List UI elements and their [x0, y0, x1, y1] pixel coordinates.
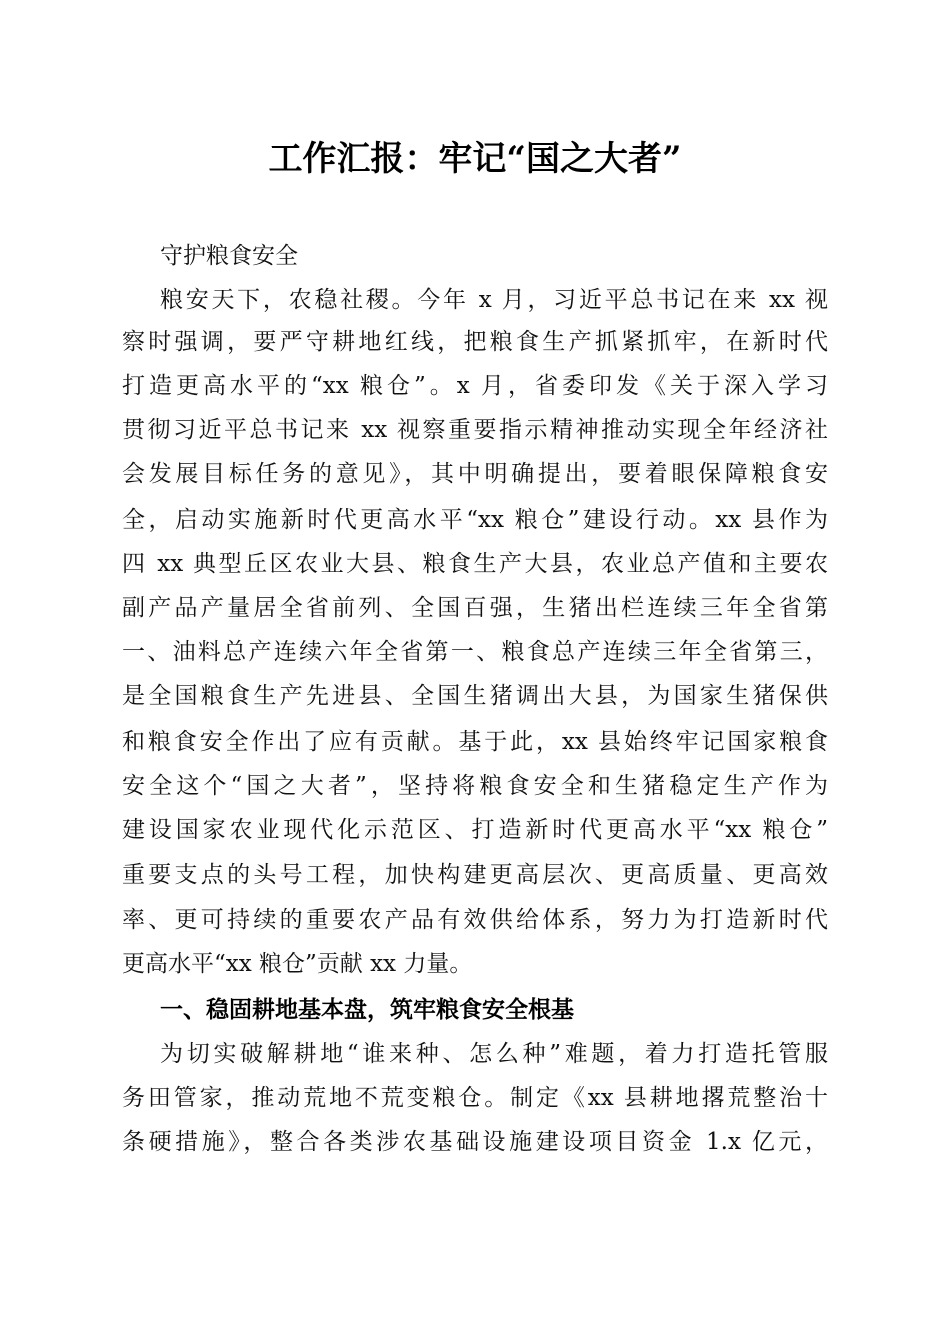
paragraph-line: 务田管家，推动荒地不荒变粮仓。制定《xx 县耕地撂荒整治十: [122, 1085, 828, 1111]
paragraph-line: 粮安天下，农稳社稷。今年 x 月，习近平总书记在来 xx 视: [160, 287, 828, 313]
paragraph-line: 更高水平“xx 粮仓”贡献 xx 力量。: [122, 951, 473, 977]
paragraph-line: 是全国粮食生产先进县、全国生猪调出大县，为国家生猪保供: [122, 683, 828, 709]
paragraph-line: 全，启动实施新时代更高水平“xx 粮仓”建设行动。xx 县作为: [122, 507, 828, 533]
paragraph-line: 安全这个“国之大者”，坚持将粮食安全和生猪稳定生产作为: [122, 773, 828, 799]
paragraph-line: 为切实破解耕地“谁来种、怎么种”难题，着力打造托管服: [160, 1041, 828, 1067]
paragraph-line: 率、更可持续的重要农产品有效供给体系，努力为打造新时代: [122, 907, 828, 933]
paragraph-line: 贯彻习近平总书记来 xx 视察重要指示精神推动实现全年经济社: [122, 417, 828, 443]
paragraph-line: 副产品产量居全省前列、全国百强，生猪出栏连续三年全省第: [122, 595, 828, 621]
paragraph-line: 打造更高水平的“xx 粮仓”。x 月，省委印发《关于深入学习: [122, 373, 828, 399]
paragraph-line: 和粮食安全作出了应有贡献。基于此，xx 县始终牢记国家粮食: [122, 729, 828, 755]
document-title: 工作汇报：牢记“国之大者”: [268, 139, 682, 179]
paragraph-line: 会发展目标任务的意见》，其中明确提出，要着眼保障粮食安: [122, 461, 828, 487]
document-subtitle: 守护粮食安全: [160, 243, 298, 269]
paragraph-line: 建设国家农业现代化示范区、打造新时代更高水平“xx 粮仓”: [122, 817, 828, 843]
paragraph-line: 重要支点的头号工程，加快构建更高层次、更高质量、更高效: [122, 862, 828, 888]
paragraph-line: 一、油料总产连续六年全省第一、粮食总产连续三年全省第三，: [122, 639, 828, 665]
section-heading: 一、稳固耕地基本盘，筑牢粮食安全根基: [160, 997, 574, 1023]
paragraph-line: 四 xx 典型丘区农业大县、粮食生产大县，农业总产值和主要农: [122, 551, 828, 577]
paragraph-line: 条硬措施》，整合各类涉农基础设施建设项目资金 1.x 亿元，: [122, 1129, 828, 1155]
paragraph-line: 察时强调，要严守耕地红线，把粮食生产抓紧抓牢，在新时代: [122, 329, 828, 355]
